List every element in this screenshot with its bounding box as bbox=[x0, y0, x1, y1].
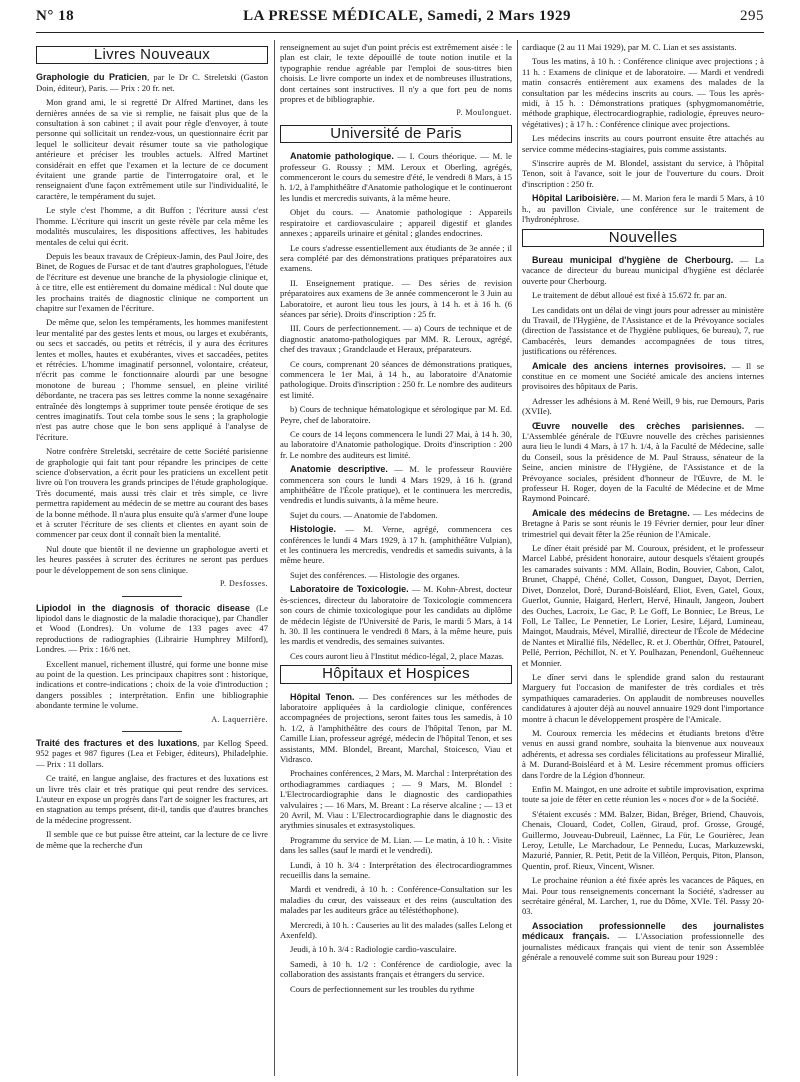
paragraph: Le traitement de début alloué est fixé à 15.672 fr. par an. bbox=[532, 290, 727, 301]
item-text: — Des conférences sur les méthodes de laboratoire appliquées à la cardiologie clinique, conférences accompagnées de projections, seront faites tous les samedis, à 10 h. 1/2, à l'amphithéâtre des cours de l'hôpital Tenon, par M. Camille Lian, professeur agrégé, médecin de l'hôpital Tenon, et ses assistants, MM. Blondel, Breant, Marchal, Stoicesco, Viau et Vidrasco. bbox=[280, 691, 512, 764]
news-item bbox=[280, 464, 512, 506]
book-title: Lipiodol in the diagnosis of thoracic disease bbox=[36, 602, 250, 613]
item-heading: Œuvre nouvelle des crèches parisiennes. bbox=[532, 420, 745, 431]
paragraph: Le dîner servi dans le splendide grand salon du restaurant Marguery fut l'occasion de manifester de très cordiales et très sympathiques camaraderies. On applaudit de nombreuses nouvelles candidatures à ajouter déjà au nouvel annuaire 1929 dont l'importance montre à chacun le développement prospère de l'Amicale. bbox=[522, 671, 764, 724]
book-title: Graphologie du Praticien bbox=[36, 72, 148, 83]
paragraph: Le cours s'adresse essentiellement aux étudiants de 3e année ; il sera complété par des démonstrations pratiques préparatoires aux examens. bbox=[280, 242, 512, 274]
section-title-universite: Université de Paris bbox=[280, 125, 512, 143]
paragraph: Mercredi, à 10 h. : Causeries au lit des malades (salles Lelong et Axenfeld). bbox=[280, 919, 512, 941]
paragraph: Tous les matins, à 10 h. : Conférence clinique avec projections ; à 11 h. : Examens de clinique et de laboratoire. — Mardi et vendredi matin consacrés entièrement aux examens des malades de la consultation par les médecins inscrits au cours. — Tous les après-midi, à 15 h. : Démonstrations pratiques (sphygmomanométrie, méthode graphique, électrocardiographie, radiologie, épreuves neuro-végétatives) ; à 17 h. : Conférence clinique avec projections. bbox=[522, 56, 764, 129]
item-heading: Association professionnelle des journalistes médicaux français. bbox=[522, 920, 764, 942]
paragraph: renseignement au sujet d'un point précis est extrêmement aisée : le plan est clair, le texte dépouillé de toute notion inutile et la typographie rendue agréable par l'emploi de sous-titres bien choisis. Le livre comporte un index et de nombreuses illustrations, dont certaines sont instructives. Il n'y a que fort peu de noms propres et de bibliographie. bbox=[280, 42, 512, 105]
news-item bbox=[522, 508, 764, 539]
item-text: — M. Marion fera le mardi 5 Mars, à 10 h., au pavillon Civiale, une conférence sur le traitement de l'hydronéphrose. bbox=[522, 193, 764, 225]
divider bbox=[122, 731, 182, 732]
paragraph: cardiaque (2 au 11 Mai 1929), par M. C. Lian et ses assistants. bbox=[522, 42, 737, 52]
news-item bbox=[280, 584, 512, 646]
paragraph: Depuis les beaux travaux de Crépieux-Jamin, des Paul Joire, des Binet, de Rogues de Fursac et de tant d'autres graphologues, l'étude de l'écriture est devenue une branche de la physiologie clinique et, à ce titre, elle est entièrement du domaine médical : Nul doute que les prochains traités de diagnostic clinique ne comportent un chapitre sur l'examen de l'écriture. bbox=[36, 250, 268, 313]
paragraph: Nul doute que bientôt il ne devienne un graphologue averti et les heures passées à scruter des écritures ne seront pas perdues pour le développement de son sens clinique. bbox=[36, 543, 268, 575]
paragraph: S'étaient excusés : MM. Balzer, Bidan, Bréger, Briend, Chauvois, Chenais, Clouard, Codet, Collen, Giraud, prof. Grosse, Grougé, Guillermo, Jouveau-Dubreuil, Laënnec, La Für, Le Gourièrec, Jean Leroy, Letulle, Le Marchadour, Le Pennedu, Lucas, Markuzewski, Mazurié, Pannier, R. Petit, Petit de la Villéon, Perquis, Piton, Planson, Quentin, prof. Rieux, Vincent, Wisner. bbox=[522, 808, 764, 871]
column-3 bbox=[522, 42, 764, 1072]
paragraph: Excellent manuel, richement illustré, qui forme une bonne mise au point de la question. Les principaux chapitres sont : historique, indications et contre-indications ; choix de la voie d'introduction ; dangers possibles ; interprétation. Enfin une bibliographie abondante termine le volume. bbox=[36, 658, 268, 711]
paragraph: Objet du cours. — Anatomie pathologique : Appareils respiratoire et cardiovasculaire ; appareil digestif et glandes annexes ; appareils urinaire et génital ; glandes endocrines. bbox=[280, 207, 512, 239]
item-text: — Il se constitue en ce moment une Société amicale des anciens internes provisoires des hôpitaux de Paris. bbox=[522, 360, 764, 392]
item-heading: Amicale des anciens internes provisoires. bbox=[532, 360, 726, 371]
book-review-header bbox=[36, 738, 268, 769]
news-item bbox=[522, 193, 764, 224]
paragraph: Mon grand ami, le si regretté Dr Alfred Martinet, dans les dernières années de sa vie si remplie, ne faisait plus que de la consultation à son cabinet ; il avait pour règle d'envoyer, à toute personne qui sollicitait un rendez-vous, un questionnaire écrit par lequel le solliciteur devait résumer toute sa vie pathologique antérieure et préciser les troubles actuels. Alfred Martinet considérait en effet que l'examen et la lecture de ce document évitaient une grande partie de l'interrogatoire oral, et le renseignaient d'une façon extrêmement utile sur l'individualité, le caractère, le tempérament du sujet. bbox=[36, 97, 268, 201]
section-title-hopitaux: Hôpitaux et Hospices bbox=[280, 665, 512, 683]
paragraph: Le dîner était présidé par M. Couroux, président, et le professeur Marcel Labbé, président honoraire, autour desquels s'étaient groupés les camarades suivants : MM. Allain, Bodin, Bouvier, Cabon, Calot, Brunet, Chappé, Chéné, Collet, Cosson, Danguet, Dayot, Derrien, Divet, Donzelot, Doré, Durand-Boisléard, Eliot, Even, Gatel, Goux, Guerlot, Gunnie, Haigard, Herlert, Hervé, Hinault, Jangeon, Joubert des Ouches, Lacroix, Le Gac, P. Le Goff, Le Bonniec, Le Breus, Le Foll, Le Tallec, Le Pennetier, Le Lorier, Lesire, Léjard, Lumineau, Maingot, Maudrais, Mével, Mirallié, directeur de l'École de Médecine de Nantes et Mirallié fils, Nédellec, R. et J. Oberthür, Offret, Patourel, Pellé, Perrion, Péchillot, N. et Y. Poulhazan, Penendonl, Guéhenneuc et Monnier. bbox=[522, 543, 764, 668]
item-text: — Les médecins de Bretagne à Paris se sont réunis le 19 Février dernier, pour leur dîner trimestriel qui devait fêter la 25e réunion de l'Amicale. bbox=[522, 507, 764, 539]
paragraph: Cours de perfectionnement sur les troubles du rythme bbox=[290, 983, 475, 994]
column-separator bbox=[274, 40, 275, 1076]
paragraph: Ce traité, en langue anglaise, des fractures et des luxations est un livre très clair et très pratique qui peut rendre des services. L'auteur en expose un progrès dans l'art de soigner les fractures, art en stagnation au temps présent, dit-il, tandis que d'autres branches de la médecine progressent. bbox=[36, 773, 268, 825]
item-heading: Bureau municipal d'hygiène de Cherbourg. bbox=[532, 254, 734, 265]
divider bbox=[122, 596, 182, 597]
paragraph: Ces cours auront lieu à l'Institut médico-légal, 2, place Mazas. bbox=[290, 650, 504, 661]
section-title-nouvelles: Nouvelles bbox=[522, 229, 764, 247]
paragraph: b) Cours de technique hématologique et sérologique par M. Ed. Peyre, chef de laboratoire. bbox=[280, 404, 512, 425]
item-text: — M. Kohn-Abrest, docteur ès-sciences, directeur du laboratoire de Toxicologie commencera son cours de chimie toxicologique pour les candidats au diplôme de médecin légiste de l'Université de Paris, le mardi 5 Mars, à 14 h. 30. Il les continuera le vendredi 8 Mars, à la même heure, puis les mardis et vendredis, des semaines suivantes. bbox=[280, 584, 512, 647]
news-item bbox=[280, 151, 512, 203]
review-signature: P. Moulonguet. bbox=[456, 108, 512, 118]
paragraph: Sujet des conférences. — Histologie des organes. bbox=[290, 569, 460, 580]
book-review-header bbox=[36, 72, 268, 93]
book-title: Traité des fractures et des luxations bbox=[36, 737, 198, 748]
paragraph: Programme du service de M. Lian. — Le matin, à 10 h. : Visite dans les salles (sauf le mardi et le vendredi). bbox=[280, 834, 512, 856]
news-item bbox=[522, 921, 764, 963]
paragraph: Ce cours de 14 leçons commencera le lundi 27 Mai, à 14 h. 30, au laboratoire d'Anatomie pathologique. Droits d'inscription : 200 fr. Le nombre des auditeurs est limité. bbox=[280, 429, 512, 460]
review-signature: A. Laquerrière. bbox=[211, 714, 268, 724]
paragraph: Le style c'est l'homme, a dit Buffon ; l'écriture aussi c'est l'homme. L'écriture qui inscrit un geste révèle par cela même les modalités musculaires, les dispositions affectives, les habitudes mentales de celui qui écrit. bbox=[36, 205, 268, 247]
paragraph: Enfin M. Maingot, en une adroite et subtile improvisation, exprima toute sa joie de fêter en cette réunion les « noces d'or » de la Société. bbox=[522, 784, 764, 805]
header-rule bbox=[36, 32, 764, 33]
column-2 bbox=[280, 42, 512, 1072]
paragraph: Mardi et vendredi, à 10 h. : Conférence-Consultation sur les maladies du cœur, des vaisseaux et des reins (auscultation des malades par les auditeurs grâce au téléstéthophone). bbox=[280, 884, 512, 916]
paragraph: Les candidats ont un délai de vingt jours pour adresser au ministère du Travail, de l'Hygiène, de l'Assistance et de la Prévoyance sociales (direction de l'assistance et de l'hygiène publiques, 6e bureau), 7, rue Cambacérès, leurs demandes accompagnées de tous titres, justifications ou références. bbox=[522, 304, 764, 357]
news-item bbox=[522, 361, 764, 392]
item-heading: Hôpital Lariboisière. bbox=[532, 193, 619, 204]
page-number: 295 bbox=[740, 8, 764, 24]
paragraph: Il semble que ce but puisse être atteint, car la lecture de ce livre de même que la recherche d'un bbox=[36, 829, 268, 850]
book-meta: (Le lipiodol dans le diagnostic de la maladie thoracique), par Chandler et Wood (Londres). Un volume de 133 pages avec 47 reproductions de radiographies (Librairie Humphrey Milford), Londres. — Prix : 16/6 net. bbox=[36, 602, 268, 655]
item-text: — I. Cours théorique. — M. le professeur G. Roussy ; MM. Leroux et Oberling, agrégés, commenceront le cours du semestre d'été, le vendredi 8 Mars, à 15 h. 1/2, à l'amphithéâtre d'Anatomie pathologique et le continueront les lundis et mercredis suivants, à la même heure. bbox=[280, 151, 512, 203]
book-meta: , par Kellog Speed. 952 pages et 987 figures (Lea et Febiger, éditeurs), Philadelphie. — Prix : 11 dollars. bbox=[36, 737, 268, 769]
paragraph: II. Enseignement pratique. — Des séries de revision préparatoires aux examens de 3e année commenceront le 3 Juin au Laboratoire, et auront lieu tous les jours, à 14 h. et à 16 h. (6 séances par série). Droits d'inscription : 25 fr. bbox=[280, 277, 512, 319]
item-heading: Histologie. bbox=[290, 524, 337, 535]
review-signature: P. Desfosses. bbox=[219, 579, 268, 589]
paragraph: Les médecins inscrits au cours pourront ensuite être attachés au service comme médecins-stagiaires, puis comme assistants. bbox=[522, 133, 764, 154]
item-heading: Anatomie descriptive. bbox=[290, 464, 388, 475]
paragraph: De même que, selon les tempéraments, les hommes manifestent leur mentalité par des gestes lents et mous, ou larges et exubérants, ou secs et saccadés, ou petits et rétrécis, il y aura des écritures lentes et molles, hautes et exubérantes, vives et saccadées, petites et rétrécies. L'homme imaginatif personnel, volontaire, créateur, n'écrit pas comme le fonctionnaire alourdi par une besogne monotone de bureau ; l'homme sensuel, en pleine virilité débordante, ne tracera pas ses lettres comme la nonne sexagénaire entraînée dès longtemps à supprimer toute pensée érotique de ses centres imaginatifs. Tout cela tombe sous le sens ; la graphologie n'est pas autre chose que le bon sens appliqué à l'analyse de l'écriture. bbox=[36, 317, 268, 442]
paragraph: Samedi, à 10 h. 1/2 : Conférence de cardiologie, avec la collaboration des assistants français et étrangers du service. bbox=[280, 958, 512, 980]
item-heading: Amicale des médecins de Bretagne. bbox=[532, 507, 690, 518]
paragraph: Notre confrère Streletski, secrétaire de cette Société parisienne de graphologie qui fait tant pour répandre les principes de cette science d'observation, a écrit pour les praticiens un excellent petit livre où l'on trouvera les grands principes de l'étude graphologique. Très documenté, mais aussi très clair et très simple, ce livre permettra rapidement au médecin de se mettre au courant des bases de la bonne méthode. Il n'aura plus ensuite qu'à s'armer d'une loupe et à scruter l'écriture de ses clients et clientes en ayant soin de commencer par ceux dont il connaît bien la mentalité. bbox=[36, 446, 268, 540]
column-1 bbox=[36, 42, 268, 1072]
item-text: — La vacance de directeur du bureau municipal d'hygiène est déclarée ouverte pour Cherbourg. bbox=[522, 254, 764, 286]
item-text: — L'Association professionnelle des journalistes médicaux français qui vient de tenir son Assemblée générale a renouvelé comme suit son Bureau pour 1929 : bbox=[522, 931, 764, 963]
book-meta: , par le Dr C. Streletski (Gaston Doin, éditeur), Paris. — Prix : 20 fr. net. bbox=[36, 72, 268, 93]
issue-number: N° 18 bbox=[36, 8, 75, 24]
journal-title: LA PRESSE MÉDICALE, Samedi, 2 Mars 1929 bbox=[243, 8, 571, 24]
item-text: — L'Assemblée générale de l'Œuvre nouvelle des crèches parisiennes aura lieu le lundi 4 Mars, à 17 h. 1/4, à la Faculté de Médecine, salle du Conseil, sous la présidence de M. Paul Strauss, sénateur de la Seine, ancien ministre de l'Hygiène, de l'Assistance et de la Prévoyance sociales, président d'honneur de l'Œuvre, de M. le professeur H. Roger, doyen de la Faculté de Médecine et de Mme Raymond Poincaré. bbox=[522, 420, 764, 504]
paragraph: Ce cours, comprenant 20 séances de démonstrations pratiques, commencera le 1er Mai, à 14 h., au laboratoire d'Anatomie pathologique. Droits d'inscription : 250 fr. Le nombre des auditeurs est limité. bbox=[280, 358, 512, 400]
news-item bbox=[522, 255, 764, 286]
section-title-livres: Livres Nouveaux bbox=[36, 46, 268, 64]
news-item bbox=[280, 692, 512, 765]
item-text: — M. Verne, agrégé, commencera ces conférences le lundi 4 Mars 1929, à 17 h. (amphithéâtre Vulpian), et les continuera les mercredis, vendredis et samedis suivants, à la même heure. bbox=[280, 524, 512, 566]
paragraph: S'inscrire auprès de M. Blondel, assistant du service, à l'hôpital Tenon, soit à l'avance, soit le jour de l'ouverture du cours. Droit d'inscription : 250 fr. bbox=[522, 158, 764, 189]
paragraph: Sujet du cours. — Anatomie de l'abdomen. bbox=[290, 509, 438, 520]
paragraph: III. Cours de perfectionnement. — a) Cours de technique et de diagnostic anatomo-pathologiques par MM. R. Leroux, agrégé, chef des travaux ; Grandclaude et Heraux, préparateurs. bbox=[280, 323, 512, 355]
column-separator bbox=[517, 40, 518, 1076]
book-review-header bbox=[36, 603, 268, 655]
page-header bbox=[36, 8, 764, 32]
item-heading: Anatomie pathologique. bbox=[290, 151, 394, 162]
paragraph: Le prochaine réunion a été fixée après les vacances de Pâques, en Mai. Pour tous renseignements concernant la Société, s'adresser au secrétaire général, M. Larcher, 1, rue du Dôme, XVIe. Tél. Passy 20-03. bbox=[522, 875, 764, 917]
item-heading: Hôpital Tenon. bbox=[290, 691, 355, 702]
item-heading: Laboratoire de Toxicologie. bbox=[290, 584, 409, 595]
paragraph: Prochaines conférences, 2 Mars, M. Marchal : Interprétation des orthodiagrammes cardiaques ; — 9 Mars, M. Blondel : L'Electrocardiographie dans le diagnostic des cardiopathies valvulaires ; — 16 Mars, M. Breant : La réserve alcaline ; — 13 et 20 Avril, M. Viau : L'Electrocardiographie dans le diagnostic des arythmies sinusales et extrasystoliques. bbox=[280, 768, 512, 831]
paragraph: Lundi, à 10 h. 3/4 : Interprétation des électrocardiogrammes recueillis dans la semaine. bbox=[280, 859, 512, 881]
news-item bbox=[280, 524, 512, 566]
paragraph: Adresser les adhésions à M. René Weill, 9 bis, rue Demours, Paris (XVIIe). bbox=[522, 395, 764, 417]
news-item bbox=[522, 421, 764, 504]
item-text: — M. le professeur Rouvière commencera son cours le lundi 4 Mars 1929, à 16 h. (grand amphithéâtre de l'École pratique), et le continuera les mercredis, vendredis et lundis suivants, à la même heure. bbox=[280, 464, 512, 506]
paragraph: M. Couroux remercia les médecins et étudiants bretons d'être venus en aussi grand nombre, souhaita la bienvenue aux nouveaux adhérents, et adressa ses cordiales félicitations au professeur Mirallié, à M. Durand-Boisléard et à M. Lesire récemment promus officiers dans l'ordre de la Légion d'honneur. bbox=[522, 727, 764, 780]
paragraph: Jeudi, à 10 h. 3/4 : Radiologie cardio-vasculaire. bbox=[290, 944, 457, 955]
